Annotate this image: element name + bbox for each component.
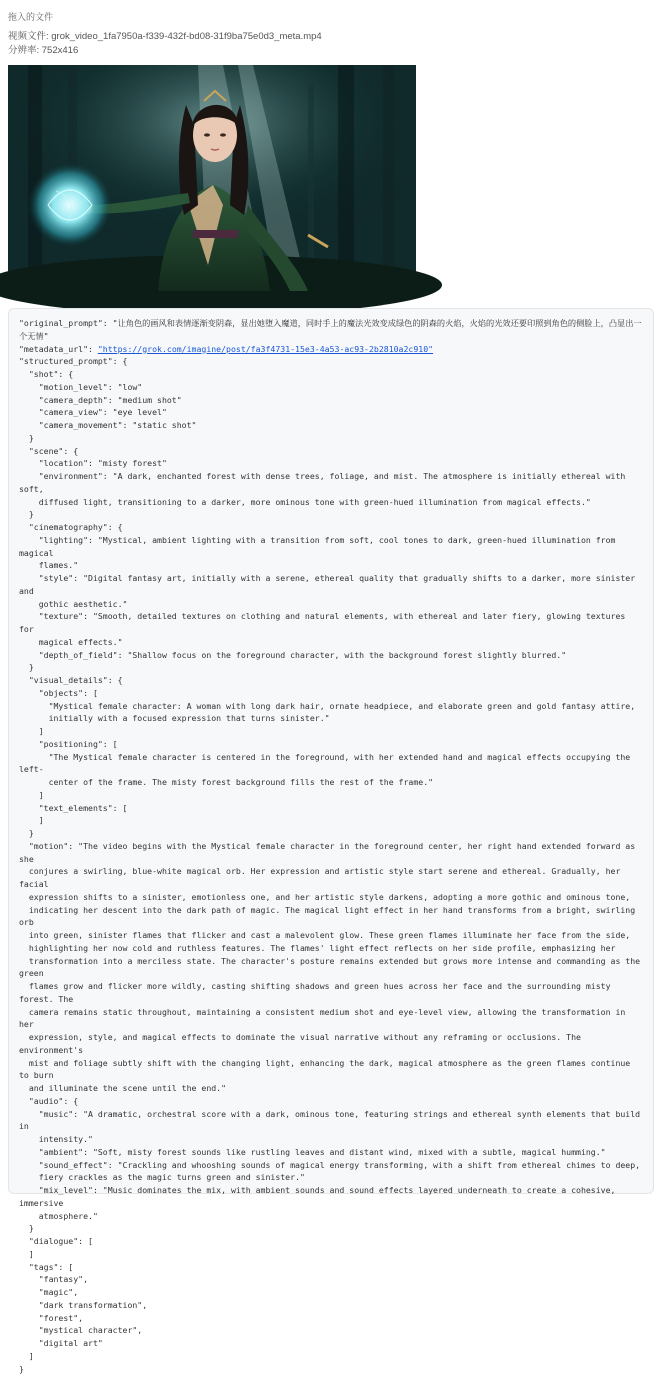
json-line: "shot": { [19, 369, 74, 379]
json-line: ] [19, 726, 44, 736]
json-line: } [19, 509, 34, 520]
json-line: "mix_level": "Music dominates the mix, with ambient sounds and sound effects layered underneath to create a cohesive, immersive atmosphere." [19, 1185, 616, 1221]
metadata-url-link[interactable]: "https://grok.com/imagine/post/fa3f4731-15e3-4a53-ac93-2b2810a2c910" [97, 343, 434, 354]
json-line: "forest", [19, 1312, 84, 1323]
json-line: ] [19, 1350, 34, 1361]
json-line: "motion_level": "low" [19, 381, 143, 392]
window-title: 拖入的文件 [8, 12, 54, 22]
json-line: ] [19, 1248, 34, 1259]
json-line: "mystical character", [19, 1325, 143, 1336]
video-thumbnail[interactable] [8, 65, 416, 291]
json-line: "dialogue": [ [19, 1236, 93, 1246]
json-line: ] [19, 815, 44, 826]
json-line: "camera_view": "eye level" [19, 407, 167, 418]
json-line: "sound_effect": "Crackling and whooshing sounds of magical energy transforming, with a shift from ethereal chimes to deep, fiery crackles as the magic turns green and sinister." [38, 1159, 641, 1183]
file-info [8, 30, 322, 58]
json-line: "text_elements": [ [19, 802, 128, 813]
json-line: "fantasy", [19, 1274, 89, 1285]
json-line: "lighting": "Mystical, ambient lighting with a transition from soft, cool tones to dark, green-hued illumination from magical flames." [19, 534, 616, 571]
json-line: "Mystical female character: A woman with long dark hair, ornate headpiece, and elaborate green and gold fantasy attire, initially with a focused expression that turns sinister." [48, 700, 636, 724]
json-line: "environment": "A dark, enchanted forest with dense trees, foliage, and mist. The atmosphere is initially ethereal with soft, diffused light, transitioning to a darker, more ominous tone with green-hued illumination from magical effects." [19, 471, 626, 507]
json-line: "structured_prompt": { [19, 356, 128, 367]
json-line: "location": "misty forest" [19, 458, 167, 469]
json-line: } [19, 432, 34, 443]
json-line: } [19, 828, 34, 838]
json-line: "The Mystical female character is centered in the foreground, with her extended hand and magical effects occupying the left- center of the frame. The misty forest background fills the rest of the frame." [19, 751, 631, 787]
json-line: "objects": [ [19, 687, 98, 698]
json-line: "ambient": "Soft, misty forest sounds like rustling leaves and distant wind, mixed with a subtle, magical humming." [19, 1146, 606, 1157]
json-line: "motion": "The video begins with the Mystical female character in the foreground center, her right hand extended forward as she conjures a swirling, blue-white magical orb. Her expression and artistic style start serene and ethereal. Gradually, her facial expression shifts to a sinister, emotionless one, and her artistic style darkens, adopting a more gothic and ominous tone, indicating her descent into the dark path of magic. The magical light effect in her hand transforms from a bright, swirling orb into green, sinister flames that flicker and cast a malevolent glow. These green flames illuminate her face from the side, highlighting her now cold and ruthless features. The flames' light effect reflects on her side profile, emphasizing her transformation into a merciless state. The character's posture remains extended but grows more intense and commanding as the green flames grow and flicker more wildly, casting shifting shadows and green hues across her face and the surrounding misty forest. The camera remains static throughout, maintaining a consistent medium shot and eye-level view, allowing the transformation in her expression, style, and magical effects to dominate the visual narrative without any reframing or occlusions. The environment's mist and foliage subtly shift with the changing light, enhancing the dark, magical atmosphere as the green flames continue to burn and illuminate the scene until the end." [19, 840, 641, 1093]
json-line: "camera_movement": "static shot" [19, 420, 197, 430]
json-line: ] [19, 789, 44, 800]
json-line: "magic", [19, 1287, 79, 1297]
json-line: "visual_details": { [19, 675, 123, 685]
json-line: "music": "A dramatic, orchestral score with a dark, ominous tone, featuring strings and ethereal synth elements that build in intensity." [19, 1108, 641, 1144]
json-line: "tags": [ [19, 1261, 74, 1272]
json-line: "style": "Digital fantasy art, initially with a serene, ethereal quality that gradually shifts to a darker, more sinister and gothic aesthetic." [19, 573, 636, 609]
magic-orb-icon [28, 163, 112, 247]
video-file-label: 视频文件: grok_video_1fa7950a-f339-432f-bd08-31f9ba75e0d3_meta.mp4 [8, 31, 322, 42]
json-panel[interactable] [8, 308, 654, 1374]
json-line: "depth_of_field": "Shallow focus on the foreground character, with the background forest slightly blurred." [19, 649, 567, 660]
json-line: "digital art" [19, 1338, 103, 1348]
json-line: "original_prompt": "让角色的画风和表情逐渐变阴森，显出她堕入魔道，同时手上的魔法光效变成绿色的阴森的火焰，火焰的光效还要印照到角色的侧脸上，凸显出一个无情" [19, 318, 642, 341]
json-line: "texture": "Smooth, detailed textures on clothing and natural elements, with ethereal and later fiery, glowing textures for magical effects." [19, 611, 626, 647]
json-line: "metadata_url": [19, 343, 98, 354]
resolution-label: 分辨率: 752x416 [8, 45, 79, 56]
json-line: } [19, 1363, 24, 1374]
json-line: "dark transformation", [19, 1299, 148, 1310]
json-line: } [19, 1223, 34, 1234]
json-line: "scene": { [19, 445, 79, 456]
json-line: "camera_depth": "medium shot" [19, 394, 182, 405]
json-line: } [19, 662, 34, 673]
json-line: "audio": { [19, 1095, 79, 1106]
thumbnail-illustration [8, 65, 416, 291]
json-code [19, 317, 643, 1375]
json-line: "positioning": [ [19, 738, 118, 749]
json-line: "cinematography": { [19, 522, 123, 532]
